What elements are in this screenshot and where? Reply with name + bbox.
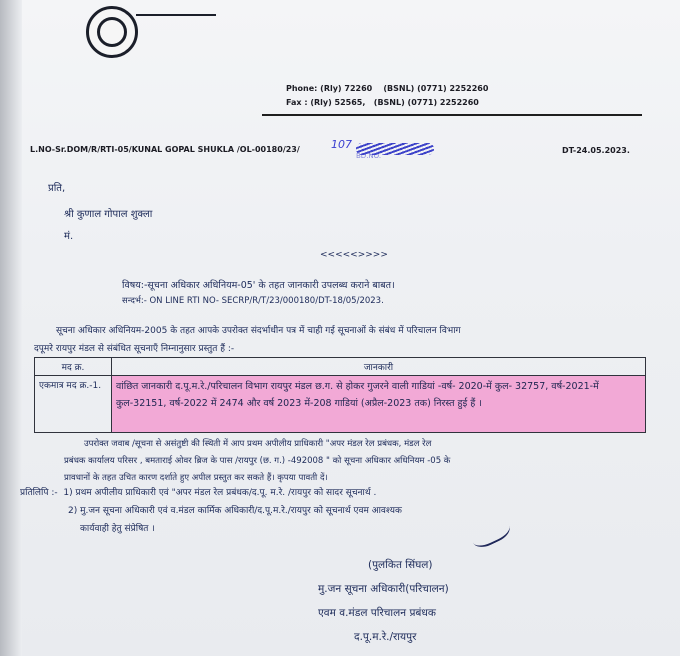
table-header-info: जानकारी	[112, 358, 646, 376]
handwritten-number: 107	[331, 138, 352, 151]
copy-to-label: प्रतिलिपि :-	[20, 488, 58, 498]
appeal-line-2: प्रबंधक कार्यालय परिसर , बमताराई ओवर ब्रिज के पास /रायपुर (छ. ग.) -492008 " को सूचना अधिकार अधिनियम -05 के	[64, 456, 451, 466]
information-table	[34, 357, 646, 433]
signatory-name: (पुलकित सिंघल)	[368, 559, 433, 571]
fax-label: Fax : (Rly) 52565,	[286, 98, 366, 107]
letterhead-contacts	[286, 82, 488, 110]
appeal-line-3: प्रावधानों के तहत उचित कारण दर्शाते हुए अपील प्रस्तुत कर सकते हैं। कृपया पावती दें।	[64, 473, 328, 483]
page-edge-shadow	[0, 0, 22, 656]
table-header-item: मद क्र.	[35, 358, 112, 376]
intro-line-2: दपूमरे रायपुर मंडल से संबंधित सूचनाएँ निम्नानुसार प्रस्तुत हैं :-	[34, 344, 235, 354]
addressee-name: श्री कुणाल गोपाल शुक्ला	[64, 209, 153, 220]
fax-bsnl: (BSNL) (0771) 2252260	[373, 98, 479, 107]
logo-lettering	[136, 14, 216, 26]
letterhead-rule	[262, 114, 642, 116]
signatory-designation-2: एवम व.मंडल परिचालन प्रबंधक	[318, 607, 436, 619]
table-item-cell: एकमात्र मद क्र.-1.	[35, 376, 112, 433]
signatory-office: द.पू.म.रे./रायपुर	[354, 631, 417, 643]
copy-to-item-1: 1) प्रथम अपीलीय प्राधिकारी एवं "अपर मंडल रेल प्रबंधक/द.पू. म.रे. /रायपुर को सादर सूचनार्थ .	[63, 488, 377, 498]
letter-number: L.NO-Sr.DOM/R/RTI-05/KUNAL GOPAL SHUKLA /OL-00180/23/	[30, 145, 300, 154]
letter-date: DT-24.05.2023.	[562, 146, 630, 155]
highlighted-info-cell: वांछित जानकारी द.पू.म.रे./परिचालन विभाग रायपुर मंडल छ.ग. से होकर गुजरने वाली गाडियां -वर्ष- 2020-में कुल- 32757, वर्ष-2021-में कुल-32151, वर्ष-2022 में 2474 और वर्ष 2023 में-208 गाडियां (अप्रैल-2023 तक) निरस्त हुई हैं ।	[112, 376, 646, 433]
signatory-designation-1: मु.जन सूचना अधिकारी(परिचालन)	[318, 583, 449, 595]
intro-line-1: सूचना अधिकार अधिनियम-2005 के तहत आपके उपरोक्त संदर्भाधीन पत्र में चाही गई सूचनाओं के संबंध में परिचालन विभाग	[56, 326, 461, 336]
subject-line: विषय:-सूचना अधिकार अधिनियम-05' के तहत जानकारी उपलब्ध कराने बाबत।	[122, 280, 395, 291]
prati-label: प्रति,	[48, 183, 66, 194]
phone-bsnl: (BSNL) (0771) 2252260	[383, 84, 489, 93]
appeal-paragraph	[64, 436, 451, 487]
addressee-address: मं.	[64, 231, 74, 242]
copy-to-item-2b: कार्यवाही हेतु संप्रेषित ।	[80, 524, 155, 534]
reference-line: सन्दर्भ:- ON LINE RTI NO- SECRP/R/T/23/000180/DT-18/05/2023.	[122, 296, 384, 306]
copy-to-item-2: 2) मु.जन सूचना अधिकारी एवं व.मंडल कार्मिक अधिकारी/द.पू.म.रे./रायपुर को सूचनार्थ एवम आवश्यक	[68, 506, 402, 516]
phone-label: Phone: (Rly) 72260	[286, 84, 373, 93]
signatory-block	[318, 553, 449, 649]
intro-paragraph	[34, 322, 461, 358]
copy-to-section	[20, 484, 402, 538]
railway-emblem-logo	[86, 6, 138, 58]
appeal-line-1: उपरोक्त जवाब /सूचना से असंतुष्टी की स्थिती में आप प्रथम अपीलीय प्राधिकारी "अपर मंडल रेल प्रबंधक, मंडल रेल	[84, 439, 432, 449]
separator-mark: <<<<<>>>>	[320, 250, 388, 260]
struck-out-text: BD.NO.	[356, 143, 434, 155]
handwritten-signature	[467, 513, 513, 552]
